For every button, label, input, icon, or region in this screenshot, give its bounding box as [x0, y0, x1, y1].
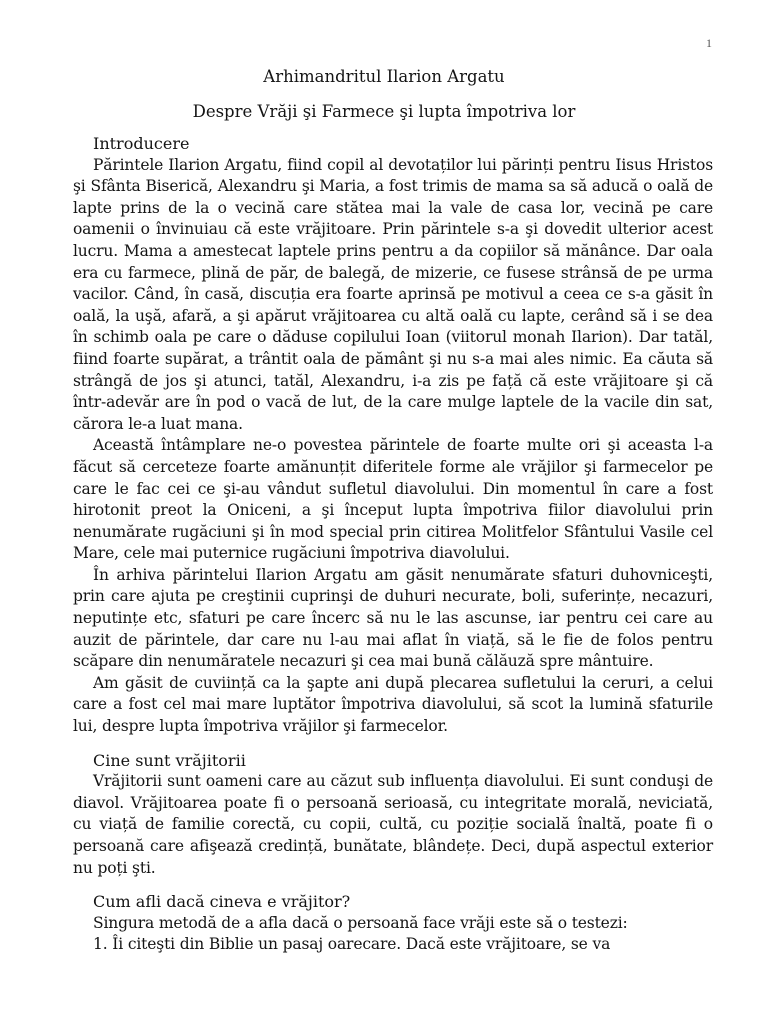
section-spacer [73, 738, 713, 750]
section-heading-introducere: Introducere [93, 134, 190, 153]
paragraph: Această întâmplare ne-o povestea părintele de foarte multe ori şi aceasta l-a făcut să cerceteze foarte amănunțit diferitele forme ale vrăjilor şi farmecelor pe care le fac cei ce şi-au vândut sufletul diavolului. Din momentul în care a fost hirotonit preot la Oniceni, a şi început lupta împotriva fiilor diavolului prin nenumărate rugăciuni şi în mod special prin citirea Molitfelor Sfântului Vasile cel Mare, cele mai puternice rugăciuni împotriva diavolului. [73, 436, 713, 563]
paragraph: Am găsit de cuviință ca la şapte ani după plecarea sufletului la ceruri, a celui care a fost cel mai mare luptător împotriva diavolului, să scot la lumină sfaturile lui, despre lupta împotriva vrăjilor şi farmecelor. [73, 673, 713, 736]
paragraph: Părintele Ilarion Argatu, fiind copil al devotaților lui părinți pentru Iisus Hristos şi Sfânta Biserică, Alexandru şi Maria, a fost trimis de mama sa să aducă o oală de lapte prins de la o vecină care stătea mai la vale de casa lor, vecină pe care oamenii o învinuiau că este vrăjitoare. Prin părintele s-a şi dovedit ulterior acest lucru. Mama a amestecat laptele prins pentru a da copiilor să mănânce. Dar oala era cu farmece, plină de păr, de balegă, de mizerie, ce fusese strânsă de pe urma vacilor. Când, în casă, discuția era foarte aprinsă pe motivul a ceea ce s-a găsit în oală, la uşă, afară, a şi apărut vrăjitoarea cu altă oală cu lapte, cerând să i se dea în schimb oala pe care o dăduse copilului Ioan (viitorul monah Ilarion). Dar tatăl, fiind foarte supărat, a trântit oala de pământ şi nu s-a mai ales nimic. Ea căuta să strângă de jos şi atunci, tatăl, Alexandru, i-a zis pe față că este vrăjitoare şi că într-adevăr are în pod o vacă de lut, de la care mulge laptele de la vacile din sat, cărora le-a luat mana. [73, 155, 713, 433]
paragraph: Vrăjitorii sunt oameni care au căzut sub influența diavolului. Ei sunt conduşi de diavol. Vrăjitoarea poate fi o persoană serioasă, cu integritate morală, neviciată, cu viață de familie corectă, cu copii, cultă, cu poziție socială înaltă, poate fi o persoană care afişează credință, bunătate, blândețe. Deci, după aspectul exterior nu poți şti. [73, 772, 713, 877]
section-heading-cum-afli: Cum afli dacă cineva e vrăjitor? [93, 892, 351, 912]
page-number: 1 [706, 36, 712, 50]
document-body [73, 133, 713, 956]
section-heading-cine-sunt-vrajitorii: Cine sunt vrăjitorii [93, 750, 246, 770]
paragraph: În arhiva părintelui Ilarion Argatu am găsit nenumărate sfaturi duhovniceşti, prin care ajuta pe creştinii cuprinşi de duhuri necurate, boli, suferințe, necazuri, neputințe etc, sfaturi pe care încerc să nu le las ascunse, iar pentru cei care au auzit de părintele, dar care nu l-au mai aflat în viață, să le fie de folos pentru scăpare din nenumăratele necazuri şi cea mai bună călăuză spre mântuire. [73, 565, 713, 671]
section-spacer [73, 879, 713, 891]
list-item: 1. Îi citeşti din Biblie un pasaj oarecare. Dacă este vrăjitoare, se va [93, 935, 611, 954]
document-title: Despre Vrăji şi Farmece şi lupta împotriva lor [192, 102, 576, 121]
paragraph: Singura metodă de a afla dacă o persoană face vrăji este să o testezi: [93, 913, 628, 932]
author-line: Arhimandritul Ilarion Argatu [263, 67, 505, 86]
